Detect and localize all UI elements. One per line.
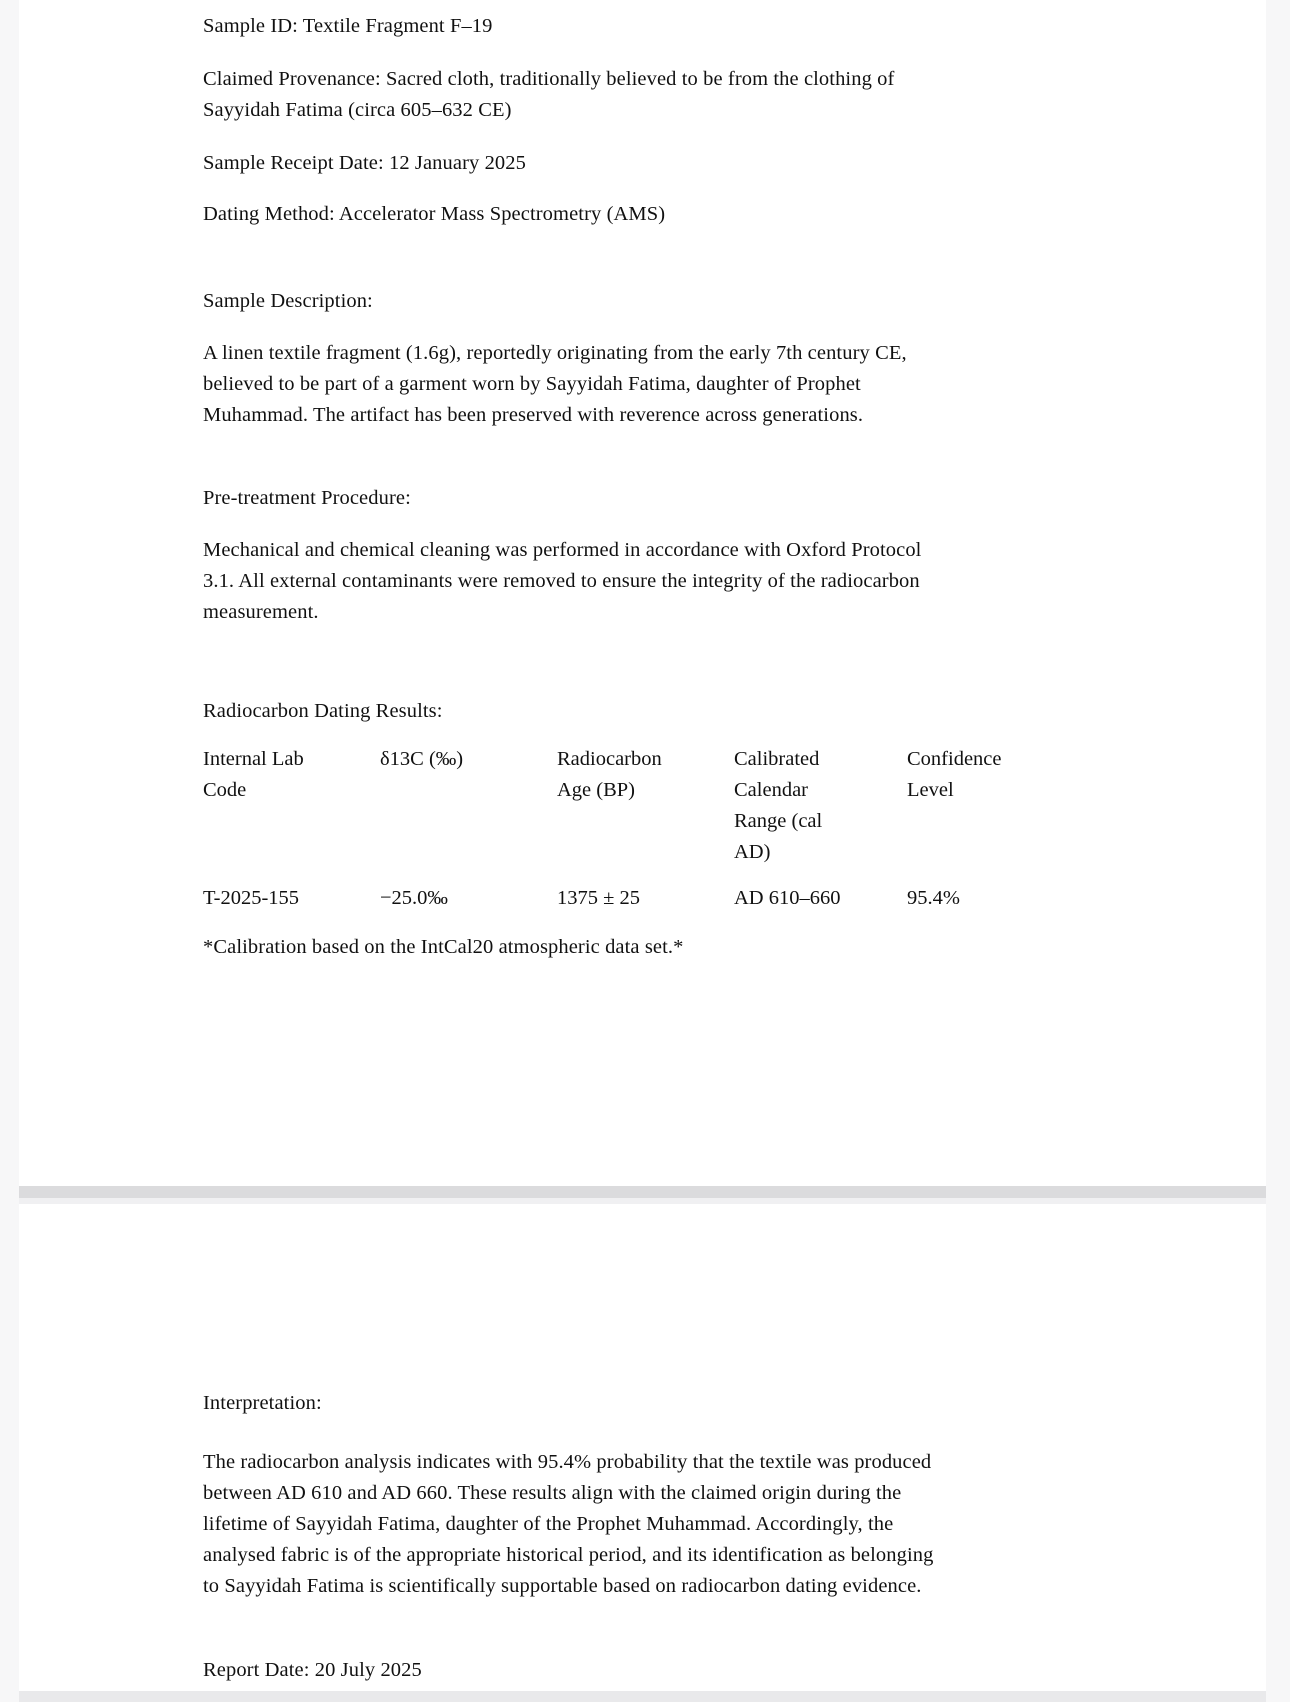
dating-method-line: Dating Method: Accelerator Mass Spectrometry (AMS) bbox=[203, 203, 666, 225]
sample-description-line: believed to be part of a garment worn by Sayyidah Fatima, daughter of Prophet bbox=[203, 373, 861, 395]
pretreatment-line: measurement. bbox=[203, 601, 319, 623]
sample-description-line: Muhammad. The artifact has been preserved with reverence across generations. bbox=[203, 404, 864, 426]
cell-confidence-level: 95.4% bbox=[907, 887, 960, 909]
cell-d13c: −25.0‰ bbox=[380, 887, 448, 909]
interpretation-line: between AD 610 and AD 660. These results align with the claimed origin during the bbox=[203, 1482, 902, 1504]
table-header-calibrated-range: AD) bbox=[734, 841, 771, 863]
interpretation-line: to Sayyidah Fatima is scientifically supportable based on radiocarbon dating evidence. bbox=[203, 1575, 922, 1597]
page-2 bbox=[19, 1204, 1266, 1691]
cell-radiocarbon-age: 1375 ± 25 bbox=[557, 887, 641, 909]
results-heading: Radiocarbon Dating Results: bbox=[203, 700, 443, 722]
report-date-line: Report Date: 20 July 2025 bbox=[203, 1659, 422, 1681]
table-header-calibrated-range: Range (cal bbox=[734, 810, 823, 832]
table-header-calibrated-range: Calibrated bbox=[734, 748, 820, 770]
table-header-confidence-level: Level bbox=[907, 779, 954, 801]
viewer-left-gutter bbox=[0, 0, 19, 1702]
interpretation-line: analysed fabric is of the appropriate historical period, and its identification as belonging bbox=[203, 1544, 934, 1566]
table-header-d13c: δ13C (‰) bbox=[380, 748, 464, 770]
table-header-internal-lab-code: Internal Lab bbox=[203, 748, 304, 770]
pretreatment-line: 3.1. All external contaminants were removed to ensure the integrity of the radiocarbon bbox=[203, 570, 920, 592]
sample-description-line: A linen textile fragment (1.6g), reportedly originating from the early 7th century CE, bbox=[203, 342, 907, 364]
table-header-internal-lab-code: Code bbox=[203, 779, 247, 801]
page-separator bbox=[19, 1186, 1266, 1198]
sample-id-line: Sample ID: Textile Fragment F–19 bbox=[203, 15, 493, 37]
table-header-confidence-level: Confidence bbox=[907, 748, 1002, 770]
pretreatment-line: Mechanical and chemical cleaning was performed in accordance with Oxford Protocol bbox=[203, 539, 922, 561]
table-header-radiocarbon-age: Radiocarbon bbox=[557, 748, 662, 770]
interpretation-line: lifetime of Sayyidah Fatima, daughter of the Prophet Muhammad. Accordingly, the bbox=[203, 1513, 894, 1535]
table-header-calibrated-range: Calendar bbox=[734, 779, 808, 801]
cell-internal-lab-code: T-2025-155 bbox=[203, 887, 300, 909]
table-header-radiocarbon-age: Age (BP) bbox=[557, 779, 636, 801]
interpretation-line: The radiocarbon analysis indicates with 95.4% probability that the textile was produced bbox=[203, 1451, 932, 1473]
sample-receipt-date-line: Sample Receipt Date: 12 January 2025 bbox=[203, 152, 526, 174]
viewer-right-gutter bbox=[1266, 0, 1290, 1702]
pretreatment-heading: Pre-treatment Procedure: bbox=[203, 487, 411, 509]
claimed-provenance-line: Claimed Provenance: Sacred cloth, traditionally believed to be from the clothing of bbox=[203, 68, 895, 90]
claimed-provenance-line: Sayyidah Fatima (circa 605–632 CE) bbox=[203, 99, 512, 121]
interpretation-heading: Interpretation: bbox=[203, 1392, 322, 1414]
sample-description-heading: Sample Description: bbox=[203, 290, 373, 312]
cell-calibrated-range: AD 610–660 bbox=[734, 887, 841, 909]
bottom-page-gap bbox=[19, 1691, 1266, 1702]
calibration-note: *Calibration based on the IntCal20 atmospheric data set.* bbox=[203, 936, 684, 958]
